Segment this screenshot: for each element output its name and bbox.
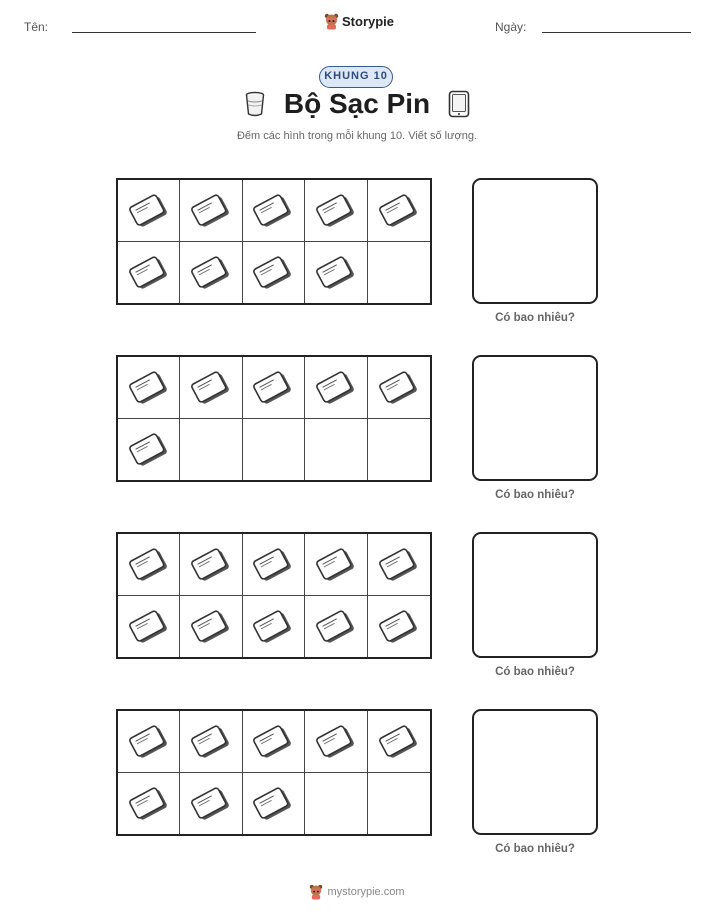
- tablet-icon: [376, 193, 422, 227]
- ten-frame-cell: [368, 180, 430, 242]
- tablet-icon: [313, 724, 359, 758]
- ten-frame-cell: [118, 357, 180, 419]
- tablet-icon: [376, 724, 422, 758]
- ten-frame-cell: [305, 357, 367, 419]
- question-label-2: Có bao nhiêu?: [495, 489, 575, 501]
- date-label: Ngày:: [495, 20, 527, 34]
- ten-frame-cell: [243, 242, 305, 304]
- tablet-icon: [250, 609, 296, 643]
- tablet-icon: [188, 255, 234, 289]
- tablet-icon: [126, 432, 172, 466]
- ten-frame-cell: [368, 419, 430, 481]
- tablet-icon: [188, 724, 234, 758]
- tablet-icon: [126, 193, 172, 227]
- tablet-icon: [313, 370, 359, 404]
- ten-frame-cell: [305, 180, 367, 242]
- instructions: Đếm các hình trong mỗi khung 10. Viết số lượng.: [236, 130, 477, 142]
- ten-frame-cell: [305, 242, 367, 304]
- ten-frame-cell: [243, 419, 305, 481]
- ten-frame-cell: [305, 596, 367, 658]
- ten-frame-cell: [305, 419, 367, 481]
- storypie-mascot-icon: [309, 884, 323, 900]
- ten-frame-cell: [305, 534, 367, 596]
- ten-frame-cell: [243, 534, 305, 596]
- ten-frame-cell: [180, 773, 242, 835]
- ten-frame-cell: [243, 357, 305, 419]
- answer-box-4[interactable]: [472, 709, 598, 835]
- tablet-icon: [250, 193, 296, 227]
- footer-url: mystorypie.com: [327, 886, 405, 898]
- answer-box-3[interactable]: [472, 532, 598, 658]
- tablet-icon: [126, 724, 172, 758]
- answer-box-2[interactable]: [472, 355, 598, 481]
- tablet-icon: [376, 370, 422, 404]
- tablet-icon: [188, 370, 234, 404]
- ten-frame-cell: [368, 242, 430, 304]
- ten-frame-cell: [243, 596, 305, 658]
- ten-frame-cell: [180, 419, 242, 481]
- ten-frame-cell: [118, 534, 180, 596]
- ten-frame-cell: [243, 711, 305, 773]
- tablet-icon: [313, 609, 359, 643]
- storypie-logo: [324, 13, 394, 30]
- ten-frame-1: [116, 178, 432, 305]
- ten-frame-cell: [243, 773, 305, 835]
- ten-frame-cell: [368, 357, 430, 419]
- tablet-icon: [448, 90, 470, 118]
- title-row: [0, 88, 714, 120]
- ten-frame-cell: [368, 534, 430, 596]
- tablet-icon: [188, 193, 234, 227]
- ten-frame-cell: [180, 534, 242, 596]
- ten-frame-cell: [118, 419, 180, 481]
- answer-box-1[interactable]: [472, 178, 598, 304]
- name-line[interactable]: [72, 32, 256, 33]
- tablet-icon: [126, 255, 172, 289]
- tablet-icon: [250, 370, 296, 404]
- tablet-icon: [313, 547, 359, 581]
- tablet-icon: [313, 193, 359, 227]
- ten-frame-cell: [368, 773, 430, 835]
- ten-frame-cell: [368, 596, 430, 658]
- ten-frame-cell: [180, 711, 242, 773]
- tablet-icon: [376, 547, 422, 581]
- tablet-icon: [126, 370, 172, 404]
- tablet-icon: [126, 786, 172, 820]
- tablet-icon: [250, 255, 296, 289]
- glass-of-water-icon: [244, 91, 266, 117]
- ten-frame-cell: [305, 773, 367, 835]
- question-label-4: Có bao nhiêu?: [495, 843, 575, 855]
- storypie-mascot-icon: [324, 13, 339, 30]
- tablet-icon: [188, 609, 234, 643]
- ten-frame-cell: [180, 357, 242, 419]
- ten-frame-cell: [118, 180, 180, 242]
- ten-frame-cell: [118, 711, 180, 773]
- ten-frame-3: [116, 532, 432, 659]
- tablet-icon: [188, 786, 234, 820]
- ten-frame-cell: [368, 711, 430, 773]
- tablet-icon: [126, 547, 172, 581]
- tablet-icon: [188, 547, 234, 581]
- page-title: Bộ Sạc Pin: [283, 88, 431, 119]
- ten-frame-cell: [180, 596, 242, 658]
- brand-name: Storypie: [342, 14, 395, 29]
- name-label: Tên:: [24, 20, 49, 34]
- ten-frame-cell: [118, 773, 180, 835]
- tablet-icon: [313, 255, 359, 289]
- ten-frame-cell: [180, 242, 242, 304]
- date-line[interactable]: [542, 32, 691, 33]
- ten-frame-4: [116, 709, 432, 836]
- tablet-icon: [250, 724, 296, 758]
- ten-frame-cell: [118, 242, 180, 304]
- tablet-icon: [250, 547, 296, 581]
- tablet-icon: [376, 609, 422, 643]
- ten-frame-cell: [180, 180, 242, 242]
- ten-frame-2: [116, 355, 432, 482]
- ten-frame-cell: [243, 180, 305, 242]
- ten-frame-cell: [118, 596, 180, 658]
- ten-frame-cell: [305, 711, 367, 773]
- tablet-icon: [250, 786, 296, 820]
- question-label-3: Có bao nhiêu?: [495, 666, 575, 678]
- footer: [0, 884, 714, 900]
- question-label-1: Có bao nhiêu?: [495, 312, 575, 324]
- worksheet-type-badge: KHUNG 10: [319, 66, 393, 88]
- tablet-icon: [126, 609, 172, 643]
